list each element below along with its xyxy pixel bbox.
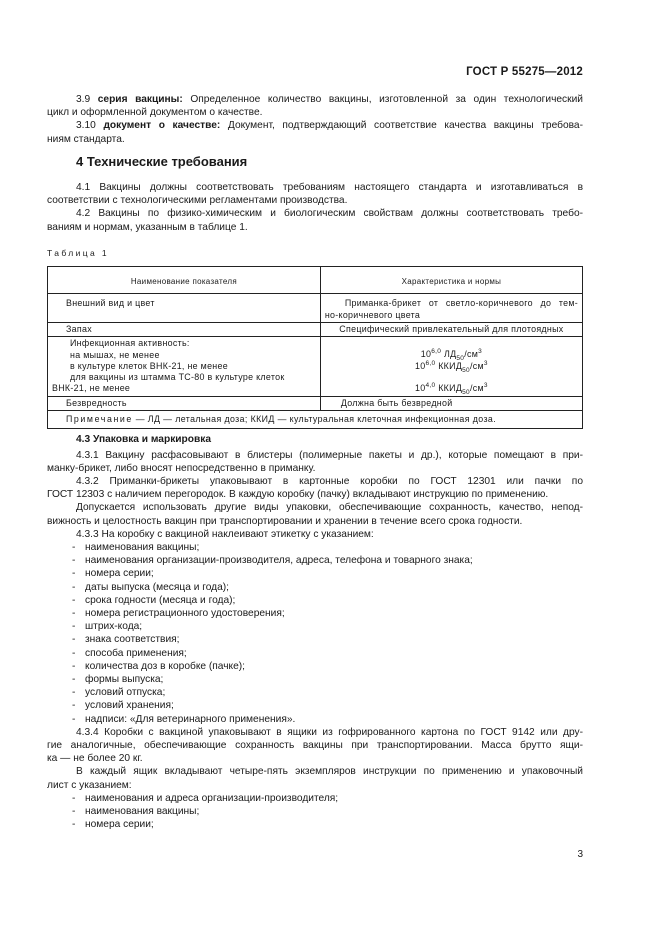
paragraph-4-1-cont: соответствии с технологическими регламентами производства. xyxy=(47,195,348,207)
definition-term: серия вакцины: xyxy=(97,94,183,105)
paragraph-4-1: 4.1 Вакцины должны соответствовать требованиям настоящего стандарта и изготавливаться в xyxy=(76,182,583,194)
document-header: ГОСТ Р 55275—2012 xyxy=(466,66,583,78)
specification-table xyxy=(47,266,583,429)
page-number: 3 xyxy=(577,849,583,860)
paragraph-4-3-3: 4.3.3 На коробку с вакциной наклеивают этикетку с указанием: xyxy=(76,528,374,540)
table-row xyxy=(48,396,583,410)
table-cell: Приманка-брикет от светло-коричневого до тем- но-коричневого цвета xyxy=(320,294,582,323)
table-cell: Внешний вид и цвет xyxy=(48,294,321,323)
table-cell: Должна быть безвредной xyxy=(320,396,582,410)
list-item: - штрих-кода; xyxy=(47,620,583,633)
paragraph-4-3-2: 4.3.2 Приманки-брикеты упаковывают в картонные коробки по ГОСТ 12301 или пачки по xyxy=(76,475,583,487)
paragraph-4-3-4: 4.3.4 Коробки с вакциной упаковывают в ящики из гофрированного картона по ГОСТ 9142 или дру- xyxy=(76,726,583,738)
definition-3-10: 3.10 документ о качестве: Документ, подтверждающий соответствие качества вакцины требова- xyxy=(76,120,583,132)
value-kkid50: 10$^{6,0}$ $ККИД_{50}/см^3$ xyxy=(415,359,488,374)
table-header-cell: Характеристика и нормы xyxy=(320,267,582,294)
table-header-row xyxy=(48,267,583,294)
definition-3-9: 3.9 серия вакцины: Определенное количество вакцины, изготовленной за один технологический xyxy=(76,94,583,105)
list-item: - условий хранения; xyxy=(47,699,583,712)
table-row xyxy=(48,322,583,336)
subsection-title: 4.3 Упаковка и маркировка xyxy=(76,434,212,446)
table-row xyxy=(48,294,583,323)
page-content: 3.9 серия вакцины: Определенное количество вакцины, изготовленной за один технологический цикл и оформленной документом о качестве. 3.10 документ о качестве: Документ, подтверждающий соответствие качества вакцины требова- ниям стандарта. 4 Технические требования 4.1 Вакцины должны соответствовать требованиям настоящего стандарта и изготавливаться в соответствии с технологическими регламентами производства. 4.2 Вакцины по физико-химическим и биологическим свойствам должны соответствовать требо- ваниям и нормам, указанным в таблице 1. Таблица 1 Наименование показателя Характеристика и нормы Внешний вид и цвет Приманка-брикет от светло-коричневого до тем- но-коричневого цвета Запах Специфический привлекательный для плотоядных Инфекционная активность: на мышах, не менее в культуре клеток ВНК-21, не менее для вакцины из штамма ТС-80 в культуре клеток ВНК-21, не менее 10$^{6,0}$ $ЛД_{50}/см^3$ 10$^{6,0}$ $ККИД_{50}/см^3$ 10$^{4,0}$ $ККИД_{50}/см^3$ Безвредность Должна быть безвредной Примечание — ЛД — летальная доза; ККИД — культуральная клеточная инфекционная доза. 4.3 Упаковка и маркировка 4.3.1 Вакцину расфасовывают в блистеры (полимерные пакеты и др.), которые помещают в при- манку-брикет, либо вносят непосредственно в приманку. 4.3.2 Приманки-брикеты упаковывают в картонные коробки по ГОСТ 12301 или пачки по ГОСТ 12303 с наличием перегородок. В каждую коробку (пачку) вкладывают инструкцию по применению. Допускается использовать другие виды упаковки, обеспечивающие сохранность, качество, непод- вижность и целостность вакцин при транспортировании и хранении в течение всего срока годности. 4.3.3 На коробку с вакциной наклеивают этикетку с указанием: - наименования вакцины; - наименования организации-производителя, адреса, телефона и товарного знака; - номера серии; - даты выпуска (месяца и года); - срока годности (месяца и года); - номера регистрационного удостоверения; - штрих-кода; - знака соответствия; - способа применения; - количества доз в коробке (пачке); - формы выпуска; - условий отпуска; - условий хранения; - надписи: «Для ветеринарного применения». 4.3.4 Коробки с вакциной упаковывают в ящики из гофрированного картона по ГОСТ 9142 или дру- гие аналогичные, обеспечивающие сохранность вакцины при транспортировании. Масса брутто ящи- ка — не более 20 кг. В каждый ящик вкладывают четыре-пять экземпляров инструкции по применению и упаковочный лист с указанием: - наименования и адреса организации-производителя; - наименования вакцины; - номера серии; xyxy=(47,93,583,831)
list-item: - наименования вакцины; xyxy=(47,805,583,818)
table-header-cell: Наименование показателя xyxy=(48,267,321,294)
paragraph-4-2: 4.2 Вакцины по физико-химическим и биологическим свойствам должны соответствовать требо- xyxy=(76,208,583,220)
list-item: - надписи: «Для ветеринарного применения». xyxy=(47,713,583,726)
table-cell: Безвредность xyxy=(48,396,321,410)
definition-3-9-cont: цикл и оформленной документом о качестве. xyxy=(47,107,263,119)
table-note: Примечание — ЛД — летальная доза; ККИД — культуральная клеточная инфекционная доза. xyxy=(48,411,583,429)
label-list xyxy=(47,541,583,726)
value-kkid50-tc80: 10$^{4,0}$ $ККИД_{50}/см^3$ xyxy=(415,381,488,396)
list-item: - номера серии; xyxy=(47,567,583,580)
paragraph-4-3-2-b: Допускается использовать другие виды упаковки, обеспечивающие сохранность, качество, непод- xyxy=(76,502,583,514)
table-row xyxy=(48,337,583,396)
box-list xyxy=(47,792,583,832)
section-title: 4 Технические требования xyxy=(76,153,248,169)
paragraph-4-2-cont: ваниям и нормам, указанным в таблице 1. xyxy=(47,221,248,233)
table-cell: Специфический привлекательный для плотоядных xyxy=(320,322,582,336)
list-item: - знака соответствия; xyxy=(47,633,583,646)
list-item: - наименования вакцины; xyxy=(47,541,583,554)
definition-term: документ о качестве: xyxy=(103,120,221,132)
table-note-row xyxy=(48,411,583,429)
table-cell xyxy=(320,337,582,396)
paragraph-4-3-1: 4.3.1 Вакцину расфасовывают в блистеры (полимерные пакеты и др.), которые помещают в при- xyxy=(76,449,583,461)
list-item: - количества доз в коробке (пачке); xyxy=(47,660,583,673)
table-label: Таблица 1 xyxy=(47,247,110,258)
value-ld50: 10$^{6,0}$ $ЛД_{50}/см^3$ xyxy=(420,348,483,362)
list-item: - наименования организации-производителя, адреса, телефона и товарного знака; xyxy=(47,554,583,567)
table-cell: Инфекционная активность: на мышах, не менее в культуре клеток ВНК-21, не менее для вакцины из штамма ТС-80 в культуре клеток ВНК-21, не менее xyxy=(48,337,321,396)
definition-3-10-cont: ниям стандарта. xyxy=(47,133,125,145)
list-item: - номера регистрационного удостоверения; xyxy=(47,607,583,620)
list-item: - наименования и адреса организации-производителя; xyxy=(47,792,583,805)
list-item: - номера серии; xyxy=(47,818,583,831)
table-cell: Запах xyxy=(48,322,321,336)
list-item: - условий отпуска; xyxy=(47,686,583,699)
list-item: - способа применения; xyxy=(47,647,583,660)
list-item: - формы выпуска; xyxy=(47,673,583,686)
list-item: - даты выпуска (месяца и года); xyxy=(47,581,583,594)
list-item: - срока годности (месяца и года); xyxy=(47,594,583,607)
paragraph-4-3-4-b: В каждый ящик вкладывают четыре-пять экземпляров инструкции по применению и упаковочный xyxy=(76,766,583,778)
